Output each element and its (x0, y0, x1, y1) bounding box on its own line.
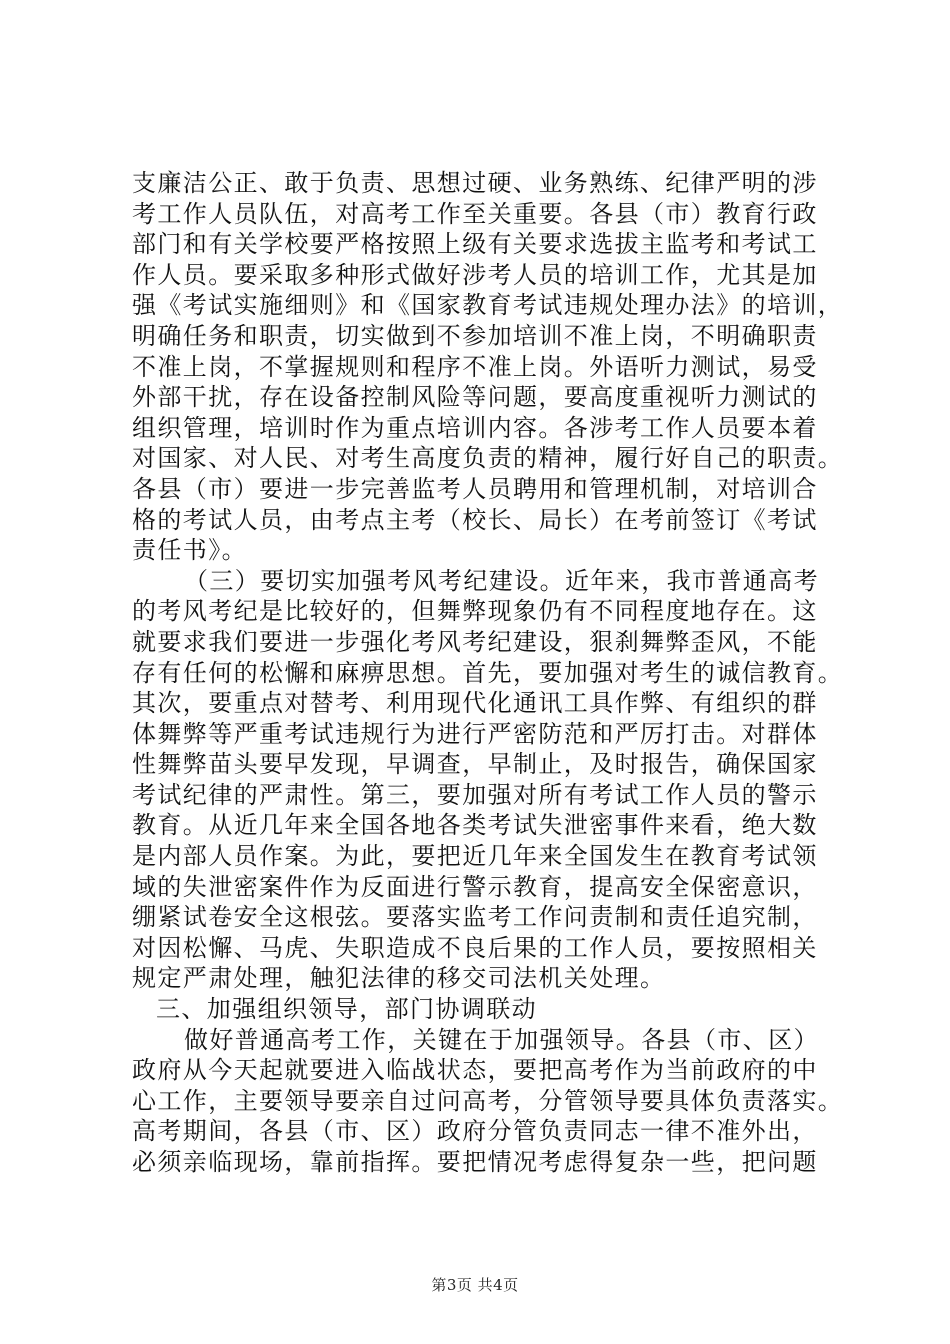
text-line: 不准上岗，不掌握规则和程序不准上岗。外语听力测试，易受 (132, 352, 818, 381)
text-line: 体舞弊等严重考试违规行为进行严密防范和严厉打击。对群体 (132, 719, 818, 748)
text-line: 考工作人员队伍，对高考工作至关重要。各县（市）教育行政 (132, 199, 818, 228)
text-line: 各县（市）要进一步完善监考人员聘用和管理机制，对培训合 (132, 474, 818, 503)
text-line: 就要求我们要进一步强化考风考纪建设，狠刹舞弊歪风，不能 (132, 627, 818, 656)
text-line: 对因松懈、马虎、失职造成不良后果的工作人员，要按照相关 (132, 933, 818, 962)
text-line: 对国家、对人民、对考生高度负责的精神，履行好自己的职责。 (132, 444, 844, 473)
text-line: 外部干扰，存在设备控制风险等问题，要高度重视听力测试的 (132, 383, 818, 412)
text-line: 心工作，主要领导要亲自过问高考，分管领导要具体负责落实。 (132, 1086, 844, 1115)
text-line: 教育。从近几年来全国各地各类考试失泄密事件来看，绝大数 (132, 811, 818, 840)
text-line: 的考风考纪是比较好的，但舞弊现象仍有不同程度地存在。这 (132, 597, 818, 626)
page-number-footer: 第3页 共4页 (431, 1276, 519, 1294)
text-line: 是内部人员作案。为此，要把近几年来全国发生在教育考试领 (132, 842, 818, 871)
text-line: 格的考试人员，由考点主考（校长、局长）在考前签订《考试 (132, 505, 818, 534)
paragraph-start-line: （三）要切实加强考风考纪建设。近年来，我市普通高考 (184, 566, 819, 595)
text-line: 其次，要重点对替考、利用现代化通讯工具作弊、有组织的群 (132, 689, 818, 718)
text-line: 组织管理，培训时作为重点培训内容。各涉考工作人员要本着 (132, 413, 818, 442)
text-line: 部门和有关学校要严格按照上级有关要求选拔主监考和考试工 (132, 230, 818, 259)
text-line: 强《考试实施细则》和《国家教育考试违规处理办法》的培训， (132, 291, 844, 320)
text-line: 性舞弊苗头要早发现，早调查，早制止，及时报告，确保国家 (132, 750, 818, 779)
text-line: 作人员。要采取多种形式做好涉考人员的培训工作，尤其是加 (132, 260, 818, 289)
text-line: 绷紧试卷安全这根弦。要落实监考工作问责制和责任追究制， (132, 903, 818, 932)
section-heading: 三、加强组织领导，部门协调联动 (156, 995, 537, 1024)
text-line: 责任书》。 (132, 536, 247, 565)
text-line: 考试纪律的严肃性。第三，要加强对所有考试工作人员的警示 (132, 780, 818, 809)
text-line: 明确任务和职责，切实做到不参加培训不准上岗，不明确职责 (132, 321, 818, 350)
text-line: 规定严肃处理，触犯法律的移交司法机关处理。 (132, 964, 666, 993)
paragraph-start-line: 做好普通高考工作，关键在于加强领导。各县（市、区） (184, 1025, 819, 1054)
document-body (132, 168, 852, 1178)
text-line: 政府从今天起就要进入临战状态，要把高考作为当前政府的中 (132, 1056, 818, 1085)
text-line: 高考期间，各县（市、区）政府分管负责同志一律不准外出， (132, 1117, 818, 1146)
text-line: 存有任何的松懈和麻痹思想。首先，要加强对考生的诚信教育。 (132, 658, 844, 687)
text-line: 支廉洁公正、敢于负责、思想过硬、业务熟练、纪律严明的涉 (132, 169, 818, 197)
text-line: 域的失泄密案件作为反面进行警示教育，提高安全保密意识， (132, 872, 818, 901)
text-line: 必须亲临现场，靠前指挥。要把情况考虑得复杂一些，把问题 (132, 1148, 818, 1176)
